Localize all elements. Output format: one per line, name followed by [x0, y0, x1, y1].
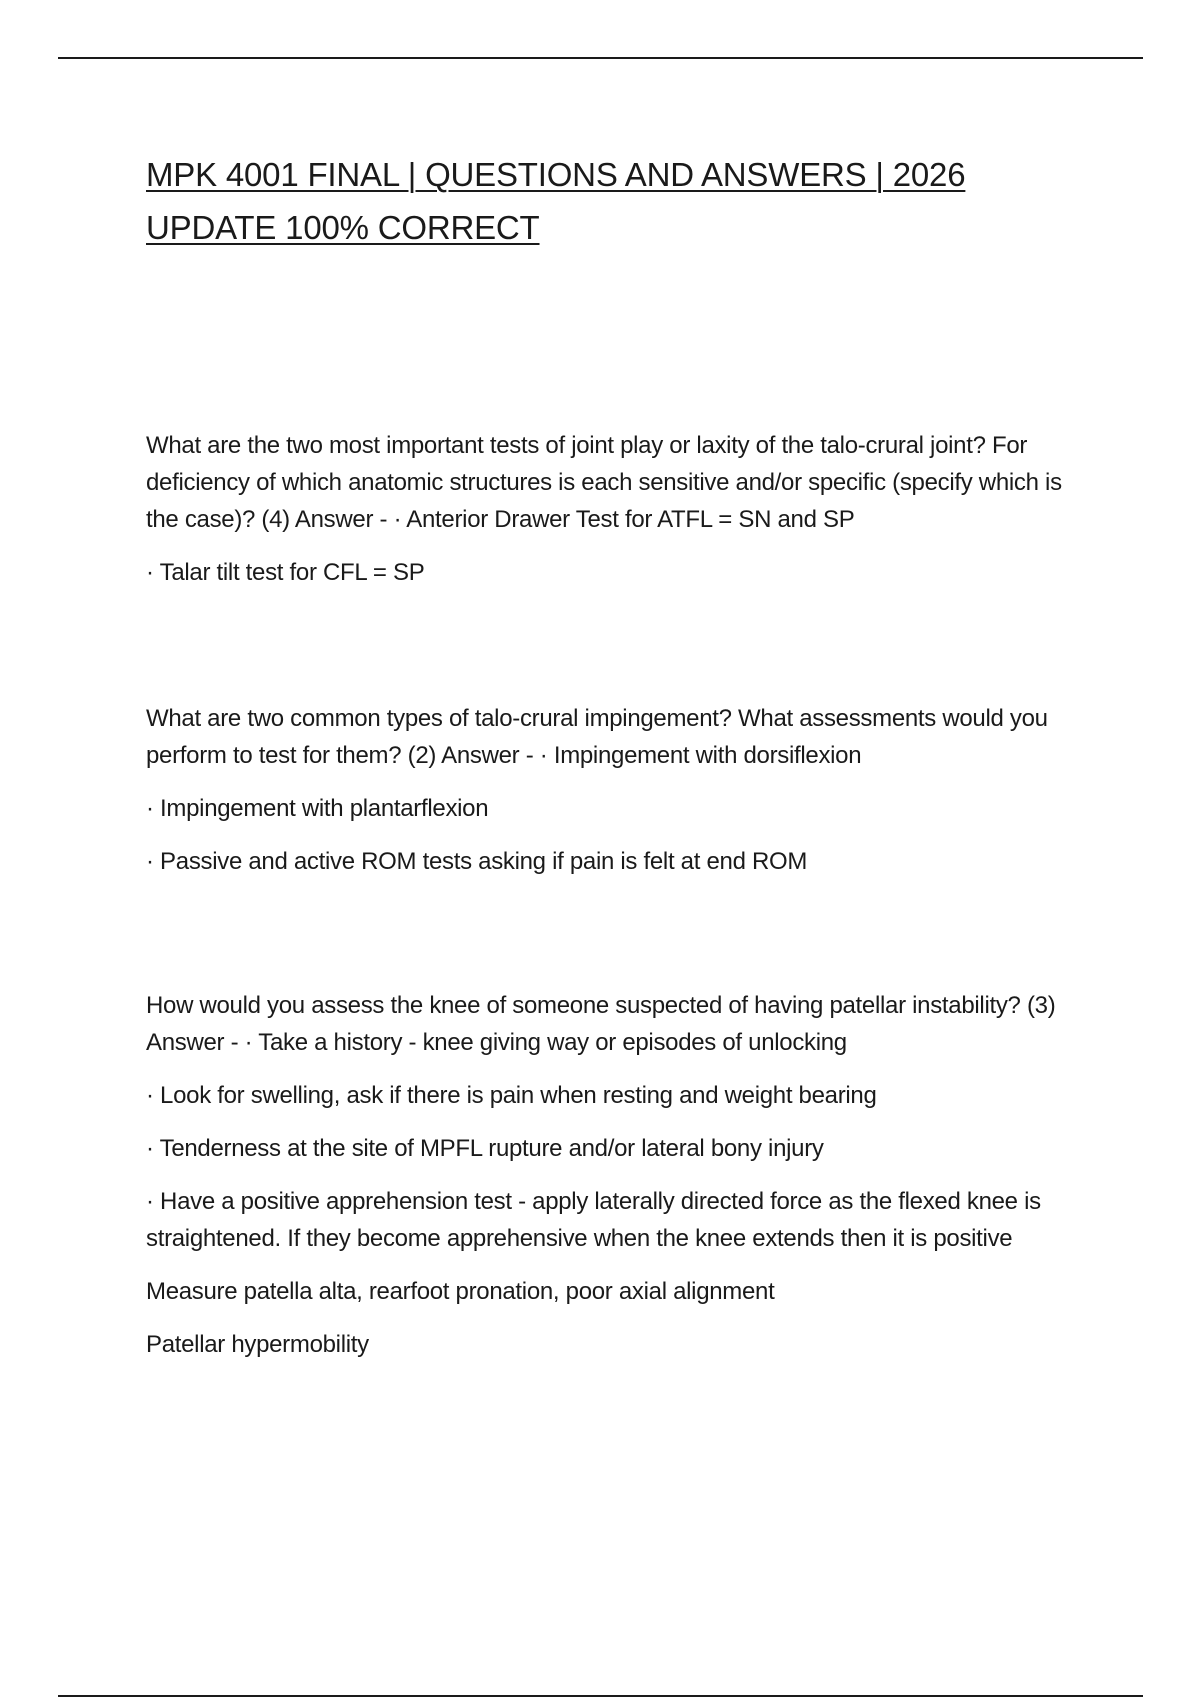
answer-point: · Talar tilt test for CFL = SP: [146, 559, 425, 586]
answer-point: · Passive and active ROM tests asking if pain is felt at end ROM: [146, 848, 808, 875]
question-answer: How would you assess the knee of someone suspected of having patellar instability? (3) Answer - · Take a history - knee giving way or episodes of unlocking: [146, 992, 1056, 1056]
question-answer: What are the two most important tests of joint play or laxity of the talo-crural joint? For deficiency of which anatomic structures is each sensitive and/or specific (specify which is the case)? (4) Answer - · Anterior Drawer Test for ATFL = SN and SP: [146, 432, 1062, 533]
qa-block-3: [146, 987, 1076, 1379]
answer-point: · Tenderness at the site of MPFL rupture and/or lateral bony injury: [146, 1135, 824, 1162]
answer-point: Patellar hypermobility: [146, 1331, 369, 1358]
question-answer: What are two common types of talo-crural impingement? What assessments would you perform to test for them? (2) Answer - · Impingement with dorsiflexion: [146, 705, 1048, 769]
qa-block-1: [146, 427, 1076, 607]
qa-block-2: [146, 700, 1076, 896]
header-rule: [58, 57, 1143, 59]
answer-point: · Impingement with plantarflexion: [146, 795, 489, 822]
footer-rule: [58, 1695, 1143, 1697]
document-title: MPK 4001 FINAL | QUESTIONS AND ANSWERS | 2026 UPDATE 100% CORRECT: [146, 156, 966, 246]
answer-point: · Have a positive apprehension test - apply laterally directed force as the flexed knee is straightened. If they become apprehensive when the knee extends then it is positive: [146, 1188, 1041, 1252]
answer-point: Measure patella alta, rearfoot pronation, poor axial alignment: [146, 1278, 775, 1305]
answer-point: · Look for swelling, ask if there is pain when resting and weight bearing: [146, 1082, 877, 1109]
